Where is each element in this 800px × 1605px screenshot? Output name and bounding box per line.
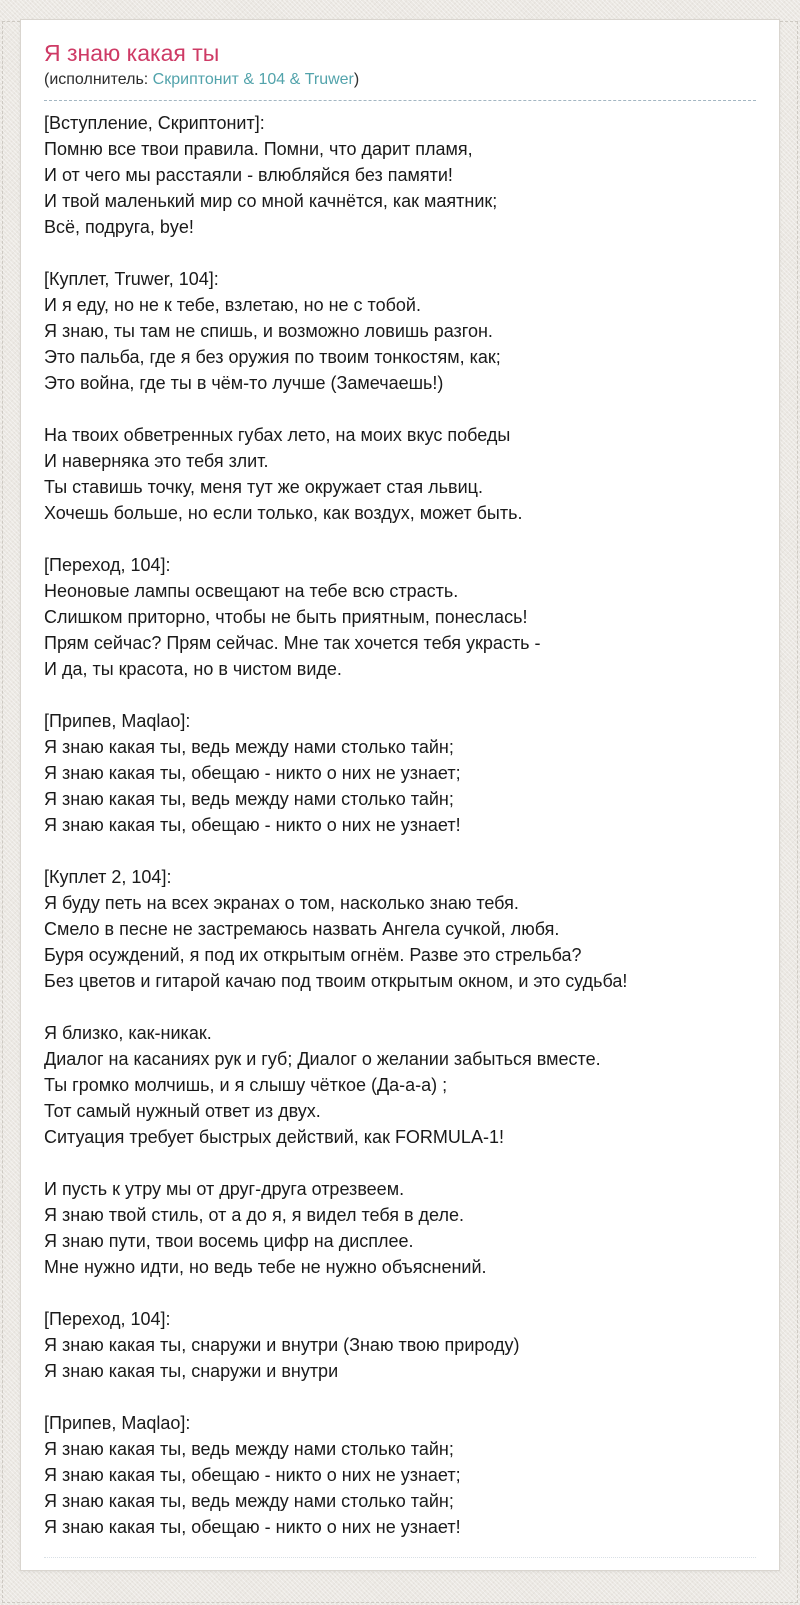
- lyrics-line: Я знаю какая ты, ведь между нами столько тайн;: [44, 1439, 454, 1459]
- lyrics-line: Мне нужно идти, но ведь тебе не нужно объяснений.: [44, 1257, 487, 1277]
- stanza-header-line: [Куплет 2, 104]:: [44, 867, 172, 887]
- artist-label-suffix: ): [353, 71, 360, 88]
- artist-label-prefix: (исполнитель:: [44, 71, 153, 88]
- lyrics-card: [20, 19, 780, 1571]
- stanza-header-line: [Вступление, Скриптонит]:: [44, 113, 265, 133]
- song-header: [44, 40, 756, 101]
- lyrics-line: Буря осуждений, я под их открытым огнём. Разве это стрельба?: [44, 945, 582, 965]
- lyrics-stanza: [44, 422, 756, 526]
- lyrics-line: И да, ты красота, но в чистом виде.: [44, 659, 342, 679]
- lyrics-line: Без цветов и гитарой качаю под твоим открытым окном, и это судьба!: [44, 971, 628, 991]
- stanza-header-line: [Переход, 104]:: [44, 1309, 171, 1329]
- lyrics-line: Хочешь больше, но если только, как воздух, может быть.: [44, 503, 523, 523]
- lyrics-stanza: [44, 1306, 756, 1384]
- lyrics-stanza: [44, 708, 756, 838]
- lyrics-line: Неоновые лампы освещают на тебе всю страсть.: [44, 581, 459, 601]
- lyrics-stanza: [44, 266, 756, 396]
- page-background: [0, 19, 800, 1605]
- lyrics-line: Помню все твои правила. Помни, что дарит пламя,: [44, 139, 473, 159]
- lyrics-stanza: [44, 1020, 756, 1150]
- stanza-header-line: [Переход, 104]:: [44, 555, 171, 575]
- lyrics-line: Это война, где ты в чём-то лучше (Замечаешь!): [44, 373, 444, 393]
- lyrics-line: Я знаю какая ты, обещаю - никто о них не узнает!: [44, 815, 461, 835]
- lyrics-line: Прям сейчас? Прям сейчас. Мне так хочется тебя украсть -: [44, 633, 541, 653]
- artist-link[interactable]: Скриптонит & 104 & Truwer: [152, 71, 354, 88]
- song-title: Я знаю какая ты: [44, 40, 220, 66]
- lyrics-line: Я знаю какая ты, обещаю - никто о них не узнает;: [44, 763, 461, 783]
- lyrics-line: Ты громко молчишь, и я слышу чёткое (Да-а-а) ;: [44, 1075, 448, 1095]
- lyrics-line: И от чего мы расстаяли - влюбляйся без памяти!: [44, 165, 453, 185]
- lyrics-line: Слишком приторно, чтобы не быть приятным, понеслась!: [44, 607, 528, 627]
- lyrics-line: Я знаю какая ты, снаружи и внутри: [44, 1361, 339, 1381]
- lyrics-line: Я знаю какая ты, снаружи и внутри (Знаю твою природу): [44, 1335, 520, 1355]
- lyrics-line: И я еду, но не к тебе, взлетаю, но не с тобой.: [44, 295, 421, 315]
- lyrics-line: Я знаю пути, твои восемь цифр на дисплее.: [44, 1231, 414, 1251]
- lyrics-line: Я знаю какая ты, обещаю - никто о них не узнает!: [44, 1517, 461, 1537]
- lyrics-line: Я буду петь на всех экранах о том, насколько знаю тебя.: [44, 893, 519, 913]
- song-subtitle: [44, 69, 756, 90]
- lyrics-line: Смело в песне не застремаюсь назвать Ангела сучкой, любя.: [44, 919, 560, 939]
- lyrics-stanza: [44, 864, 756, 994]
- lyrics-line: Я знаю какая ты, ведь между нами столько тайн;: [44, 737, 454, 757]
- stanza-header-line: [Припев, Maqlao]:: [44, 711, 191, 731]
- lyrics: [44, 101, 756, 1540]
- lyrics-line: Я знаю какая ты, обещаю - никто о них не узнает;: [44, 1465, 461, 1485]
- lyrics-line: Я близко, как-никак.: [44, 1023, 212, 1043]
- lyrics-stanza: [44, 1410, 756, 1540]
- lyrics-line: Всё, подруга, bye!: [44, 217, 194, 237]
- lyrics-stanza: [44, 552, 756, 682]
- lyrics-line: Я знаю какая ты, ведь между нами столько тайн;: [44, 1491, 454, 1511]
- lyrics-line: Ты ставишь точку, меня тут же окружает стая львиц.: [44, 477, 483, 497]
- bottom-divider: [44, 1557, 756, 1558]
- lyrics-line: И наверняка это тебя злит.: [44, 451, 269, 471]
- lyrics-line: Тот самый нужный ответ из двух.: [44, 1101, 321, 1121]
- lyrics-line: И твой маленький мир со мной качнётся, как маятник;: [44, 191, 498, 211]
- lyrics-line: Я знаю какая ты, ведь между нами столько тайн;: [44, 789, 454, 809]
- lyrics-line: И пусть к утру мы от друг-друга отрезвеем.: [44, 1179, 405, 1199]
- lyrics-line: Это пальба, где я без оружия по твоим тонкостям, как;: [44, 347, 501, 367]
- lyrics-line: Диалог на касаниях рук и губ; Диалог о желании забыться вместе.: [44, 1049, 601, 1069]
- lyrics-line: Ситуация требует быстрых действий, как FORMULA-1!: [44, 1127, 504, 1147]
- lyrics-line: Я знаю твой стиль, от а до я, я видел тебя в деле.: [44, 1205, 464, 1225]
- stanza-header-line: [Куплет, Truwer, 104]:: [44, 269, 219, 289]
- stanza-header-line: [Припев, Maqlao]:: [44, 1413, 191, 1433]
- lyrics-stanza: [44, 110, 756, 240]
- lyrics-stanza: [44, 1176, 756, 1280]
- lyrics-line: На твоих обветренных губах лето, на моих вкус победы: [44, 425, 511, 445]
- lyrics-line: Я знаю, ты там не спишь, и возможно ловишь разгон.: [44, 321, 493, 341]
